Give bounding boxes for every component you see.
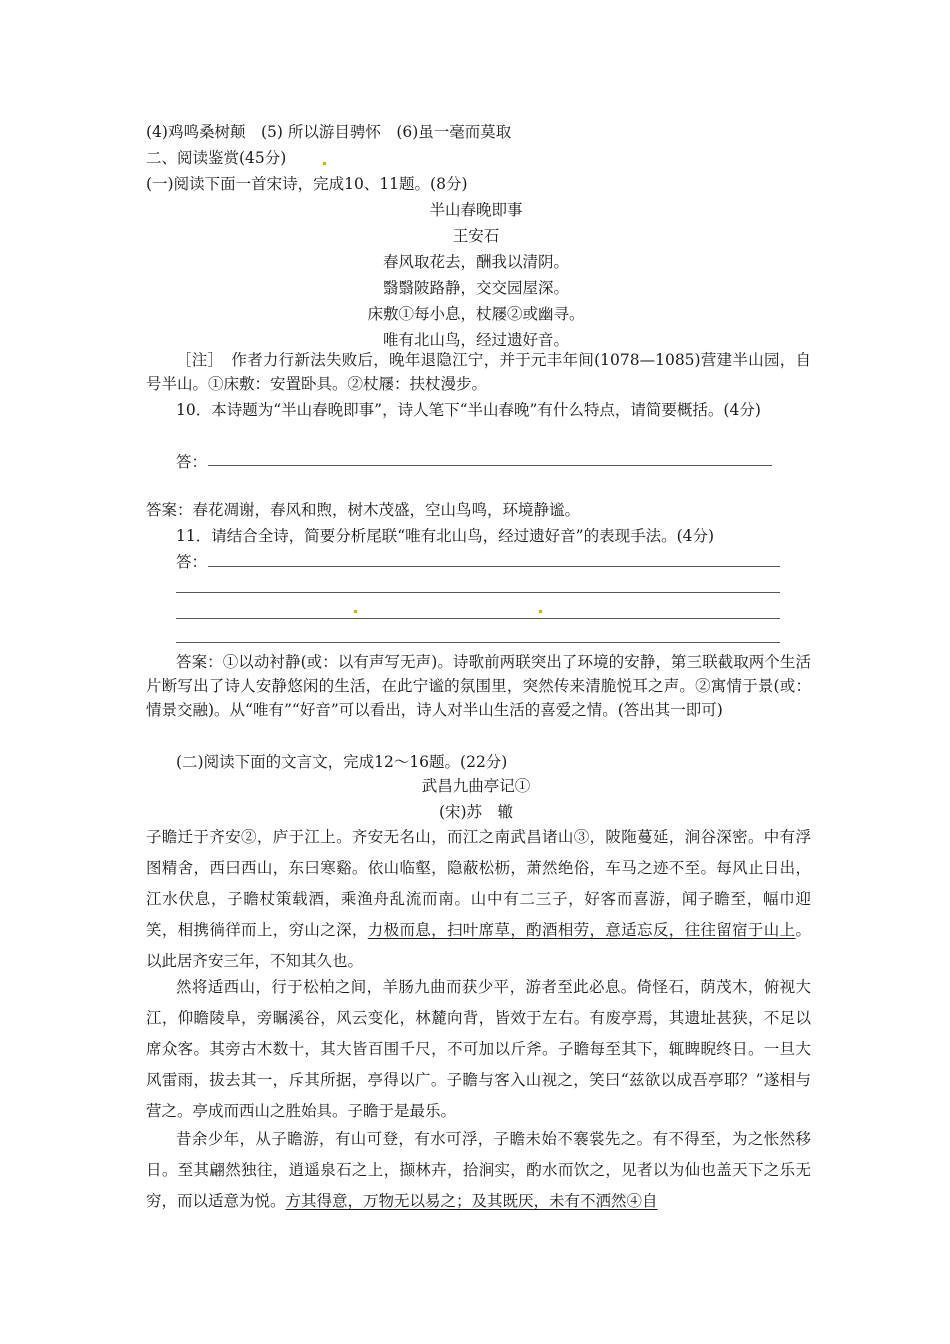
essay-paragraph-1: 子瞻迁于齐安②，庐于江上。齐安无名山，而江之南武昌诸山③，陂陁蔓延，涧谷深密。中有浮图精舍，西曰西山，东曰寒谿。依山临壑，隐蔽松枥，萧然绝俗，车马之迹不至。每风止日出，江水伏息，子瞻杖策载酒，乘渔舟乱流而南。山中有二三子，好客而喜游，闻子瞻至，幅巾迎笑，相携徜徉而上，穷山之深，力极而息，扫叶席草，酌酒相劳，意适忘反，往往留宿于山上。以此居齐安三年，不知其久也。 <box>146 828 811 970</box>
answer-blank-11[interactable] <box>176 642 780 643</box>
answer-label-10: 答： <box>176 453 208 471</box>
poem-title: 半山春晚即事 <box>429 201 523 219</box>
underlined-sentence: 力极而息，扫叶席草，酌酒相劳，意适忘反，往往留宿于山上 <box>367 921 796 939</box>
poem-author: 王安石 <box>452 227 500 245</box>
poem-verse: 翳翳陂路静，交交园屋深。 <box>382 279 569 297</box>
answer-11: 答案：①以动衬静(或：以有声写无声)。诗歌前两联突出了环境的安静，第三联截取两个生活片断写出了诗人安静悠闲的生活，在此宁谧的氛围里，突然传来清脆悦耳之声。②寓情于景(或：情景交融)。从“唯有”“好音”可以看出，诗人对半山生活的喜爱之情。(答出其一即可) <box>146 653 811 719</box>
poem-verse: 春风取花去，酬我以清阴。 <box>382 253 569 271</box>
essay-author: (宋)苏 辙 <box>438 803 514 821</box>
poem-question-intro: (一)阅读下面一首宋诗，完成10、11题。(8分) <box>146 175 468 193</box>
answer-line-4-6: (4)鸡鸣桑树颠 (5) 所以游目骋怀 (6)虽一毫而莫取 <box>146 123 512 141</box>
poem-note: ［注］ 作者力行新法失败后，晚年退隐江宁，并于元丰年间(1078—1085)营建半山园，自号半山。①床敷：安置卧具。②杖屦：扶杖漫步。 <box>146 351 811 393</box>
section-heading-reading: 二、阅读鉴赏(45分) <box>146 149 287 167</box>
answer-blank-11[interactable] <box>176 618 780 619</box>
poem-verse: 床敷①每小息，杖屦②或幽寻。 <box>367 305 585 323</box>
stray-dot <box>323 162 326 165</box>
underlined-sentence: 方其得意，万物无以易之；及其既厌，未有不洒然④自 <box>285 1192 658 1210</box>
stray-dot <box>354 610 357 613</box>
stray-dot <box>539 610 542 613</box>
essay-paragraph-2: 然将适西山，行于松柏之间，羊肠九曲而获少平，游者至此必息。倚怪石，荫茂木，俯视大江，仰瞻陵阜，旁瞩溪谷，风云变化，林麓向背，皆效于左右。有废亭焉，其遗址甚狭，不足以席众客。其旁古木数十，其大皆百围千尺，不可加以斤斧。子瞻每至其下，辄睥睨终日。一旦大风雷雨，拔去其一，斥其所据，亭得以广。子瞻与客入山视之，笑曰“兹欲以成吾亭耶？”遂相与营之。亭成而西山之胜始具。子瞻于是最乐。 <box>146 978 811 1120</box>
question-10: 10．本诗题为“半山春晚即事”，诗人笔下“半山春晚”有什么特点，请简要概括。(4分) <box>176 401 761 419</box>
essay-title: 武昌九曲亭记① <box>421 777 531 795</box>
answer-blank-11[interactable] <box>208 566 780 567</box>
essay-paragraph-3: 昔余少年，从子瞻游，有山可登，有水可浮，子瞻未始不褰裳先之。有不得至，为之怅然移日。至其翩然独往，逍遥泉石之上，撷林卉，拾涧实，酌水而饮之，见者以为仙也盖天下之乐无穷，而以适意为悦。方其得意，万物无以易之；及其既厌，未有不洒然④自 <box>146 1130 811 1210</box>
answer-blank-10[interactable] <box>208 465 772 466</box>
answer-10: 答案：春花凋谢，春风和煦，树木茂盛，空山鸟鸣，环境静谧。 <box>146 501 581 519</box>
answer-blank-11[interactable] <box>176 592 780 593</box>
section2-heading: (二)阅读下面的文言文，完成12～16题。(22分) <box>176 753 508 771</box>
poem-verse: 唯有北山鸟，经过遗好音。 <box>382 331 569 349</box>
answer-label-11: 答： <box>176 553 208 571</box>
question-11: 11．请结合全诗，简要分析尾联“唯有北山鸟，经过遗好音”的表现手法。(4分) <box>176 527 715 545</box>
